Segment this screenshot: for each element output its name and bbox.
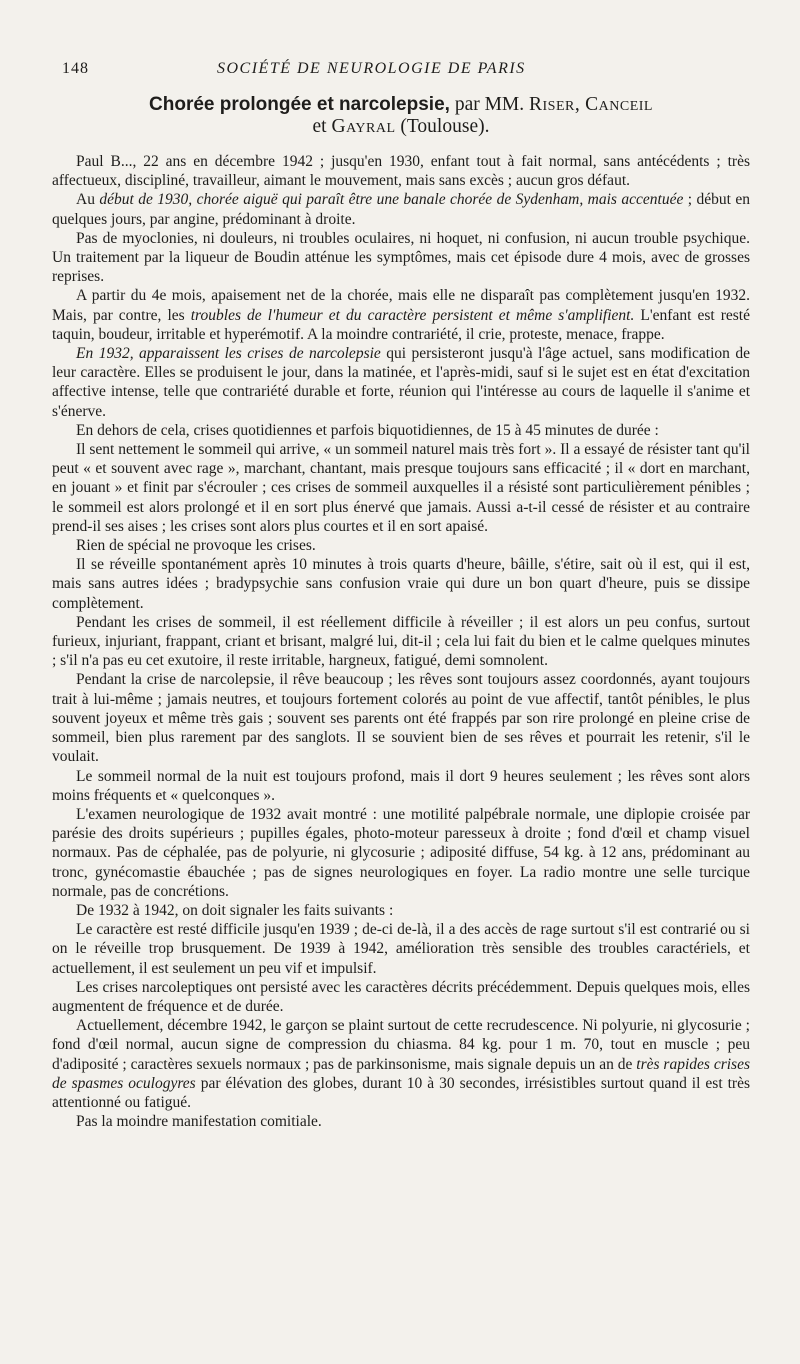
italic-text: début de 1930, chorée aiguë qui paraît être une banale chorée de Sydenham, mais accentuée [99,191,684,209]
paragraph [52,767,750,805]
running-head [52,54,750,82]
title-and: et [312,116,327,137]
article-title [52,94,750,138]
paragraph [52,152,750,190]
paragraph [52,421,750,440]
paragraph-text: L'enfant est resté taquin, boudeur, irritable et hyperémotif. A la moindre contrariété, il crie, proteste, menace, frappe. [52,306,750,343]
paragraph [52,536,750,555]
paragraph-text: Il sent nettement le sommeil qui arrive, « un sommeil naturel mais très fort ». Il a essayé de résister tant qu'il peut « et souvent avec rage », marchant, chantant, mais presque toujours sans efficacité ; il « dort en marchant, en jouant » et finit par s'écrouler ; ces crises de sommeil auxquelles il a résisté sont particulièrement pénibles ; le sommeil est alors prolongé et il en sort plus énervé que jamais. Aussi a-t-il cessé de résister et au contraire prend-il ses aises ; les crises sont alors plus courtes et il en sort apaisé. [52,441,750,535]
paragraph-text: Pendant les crises de sommeil, il est réellement difficile à réveiller ; il est alors un peu confus, surtout furieux, injuriant, frappant, criant et brisant, malgré lui, dit-il ; cela lui fait du bien et le calme quelques minutes ; s'il n'a pas eu cet exutoire, il reste irritable, hargneux, fatigué, demi somnolent. [52,613,750,670]
paragraph [52,805,750,901]
paragraph [52,555,750,613]
author-riser: Riser, [529,94,581,115]
paragraph-text: Pas la moindre manifestation comitiale. [76,1113,322,1131]
paragraph-text: Pas de myoclonies, ni douleurs, ni troubles oculaires, ni hoquet, ni confusion, ni aucun trouble psychique. Un traitement par la liqueur de Boudin atténue les symptômes, mais cet épisode dure 4 mois, avec de grosses reprises. [52,229,750,286]
italic-text: troubles de l'humeur et du caractère persistent et même s'amplifient. [190,306,635,324]
paragraph-text: Au [76,191,100,209]
paragraph [52,901,750,920]
paragraph-text: par élévation des globes, durant 10 à 30 secondes, irrésistibles surtout quand il est très attentionné ou fatigué. [52,1074,750,1111]
paragraph-text: Les crises narcoleptiques ont persisté avec les caractères décrits précédemment. Depuis quelques mois, elles augmentent de fréquence et de durée. [52,978,750,1015]
paragraph-text: En dehors de cela, crises quotidiennes et parfois biquotidiennes, de 15 à 45 minutes de durée : [76,421,659,439]
paragraph-text: qui persisteront jusqu'à l'âge actuel, sans modification de leur caractère. Elles se produisent le jour, dans la matinée, et l'après-midi, sauf si le sujet est en état d'excitation affective intense, telle que contrariété durable et forte, réunion qui l'intéresse au cours de laquelle il s'anime et s'énerve. [52,345,750,420]
paragraph-text: Paul B..., 22 ans en décembre 1942 ; jusqu'en 1930, enfant tout à fait normal, sans antécédents ; très affectueux, discipliné, travailleur, aimant le mouvement, mais sans excès ; aucun gros défaut. [52,153,750,190]
paragraph [52,920,750,978]
title-main: Chorée prolongée et narcolepsie, [149,94,450,115]
author-gayral: Gayral [331,116,396,137]
paragraph [52,1112,750,1131]
title-place: (Toulouse). [400,116,490,137]
journal-title: SOCIÉTÉ DE NEUROLOGIE DE PARIS [217,60,526,77]
paragraph [52,1016,750,1112]
paragraph-text: Le caractère est resté difficile jusqu'en 1939 ; de-ci de-là, il a des accès de rage surtout s'il est contrarié ou si on le réveille trop brusquement. De 1939 à 1942, amélioration très sensible des troubles caractériels, et actuellement, il est seulement un peu vif et impulsif. [52,921,750,977]
paragraph-text: De 1932 à 1942, on doit signaler les faits suivants : [76,901,394,919]
paragraph [52,229,750,287]
title-by: par MM. [454,94,525,115]
italic-text: En 1932, apparaissent les crises de narcolepsie [76,345,381,363]
paragraph-text: Le sommeil normal de la nuit est toujours profond, mais il dort 9 heures seulement ; les rêves sont alors moins fréquents et « quelconques ». [52,767,750,804]
paragraph [52,344,750,421]
paragraph-text: L'examen neurologique de 1932 avait montré : une motilité palpébrale normale, une diplopie croisée par parésie des droits supérieurs ; pupilles égales, photo-moteur paresseux à droite ; fond d'œil et champ visuel normaux. Pas de céphalée, pas de polyurie, ni glycosurie ; adiposité diffuse, 54 kg. à 12 ans, prédominant au tronc, gynécomastie ébauchée ; pas de signes neurologiques en foyer. La radio montre une selle turcique normale, pas de concrétions. [52,805,750,900]
paragraph-text: Rien de spécial ne provoque les crises. [76,537,316,555]
paragraph-text: Il se réveille spontanément après 10 minutes à trois quarts d'heure, bâille, s'étire, sait où il est, qui il est, mais sans autres idées ; bradypsychie sans confusion vraie qui dure un bon quart d'heure, puis se dissipe complètement. [52,556,750,612]
paragraph-text: Pendant la crise de narcolepsie, il rêve beaucoup ; les rêves sont toujours assez coordonnés, ayant toujours trait à lui-même ; jamais neutres, et toujours fortement colorés au point de vue affectif, tantôt pénibles, le plus souvent joyeux et même très gais ; souvent ses parents ont été frappés par son rire prolongé en pleine crise de sommeil, bien plus rarement par des sanglots. Il se souvient bien de ses rêves et pourrait les retenir, s'il le voulait. [52,671,750,766]
italic-text: très rapides crises de spasmes oculogyres [52,1055,750,1092]
paragraph-text: A partir du 4e mois, apaisement net de la chorée, mais elle ne disparaît pas complètement jusqu'en 1932. Mais, par contre, les [52,287,750,324]
paragraph [52,978,750,1016]
paragraph [52,440,750,536]
paragraph-text: ; début en quelques jours, par angine, prédominant à droite. [52,191,751,228]
paragraph [52,286,750,344]
paragraph [52,613,750,671]
paragraph [52,190,750,228]
author-canceil: Canceil [585,94,653,115]
page-number: 148 [62,60,89,77]
paragraph [52,670,750,766]
paragraph-text: Actuellement, décembre 1942, le garçon se plaint surtout de cette recrudescence. Ni polyurie, ni glycosurie ; fond d'œil normal, aucun signe de compression du chiasma. 84 kg. pour 1 m. 70, tout en muscle ; peu d'adiposité ; caractères sexuels normaux ; pas de parkinsonisme, mais signale depuis un an de [52,1017,750,1073]
article-body [52,152,750,1131]
